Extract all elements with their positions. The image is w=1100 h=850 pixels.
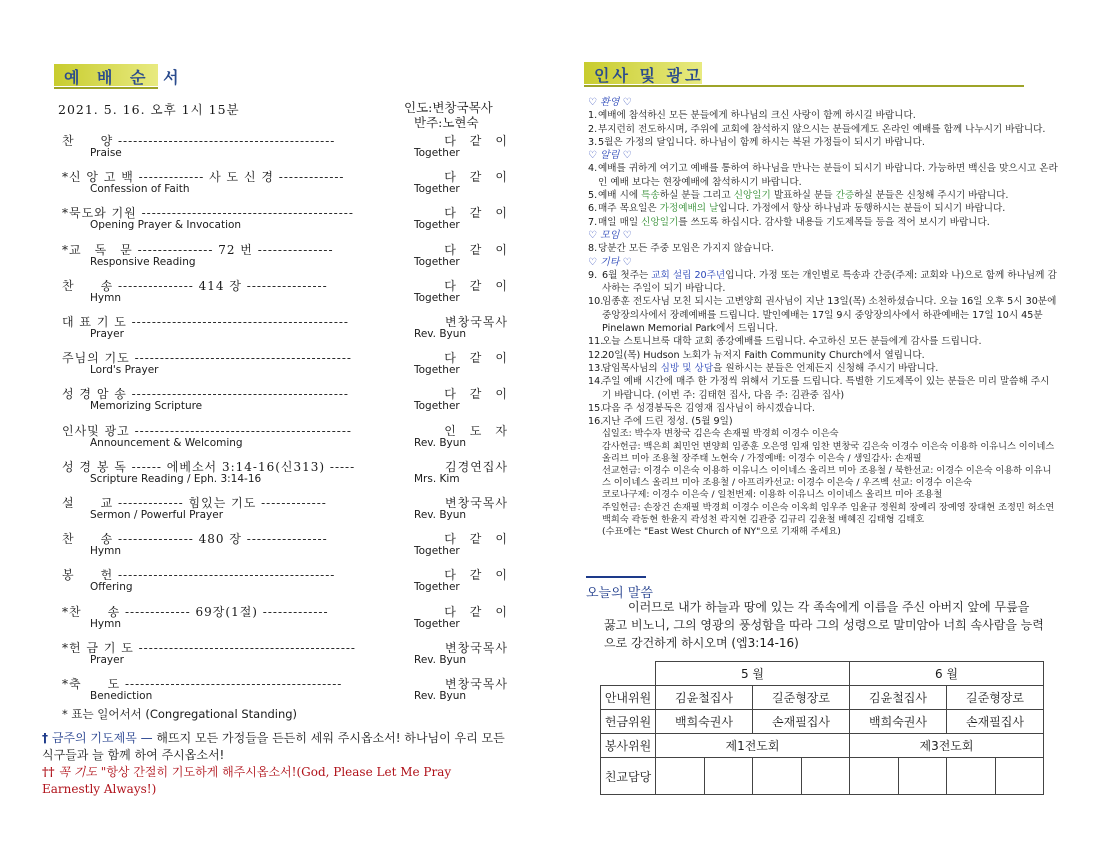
- month-6-header: 6 월: [850, 662, 1044, 686]
- must-pray-label: 꼭 기도: [58, 765, 97, 779]
- worship-item-en-leader: Rev. Byun: [414, 653, 467, 666]
- worship-item-ko: *헌 금 기 도 -------------------------------------------: [62, 640, 356, 655]
- offering-line: 선교헌금: 이경수 이은숙 이용하 이유니스 이이네스 올리브 미아 조용철 / 북한선교: 이경수 이은숙 이용하 이유니스 이이네스 올리브 미아 조용철 / 아프리카선교: 이경수 이은숙 / 우즈벡 선교: 이경수 이은숙: [602, 465, 1052, 489]
- must-pray: [42, 764, 512, 798]
- announcement-14: 14. 주일 예배 시간에 매주 한 가정씩 위해서 기도를 드립니다. 특별한 기도제목이 있는 분들은 미리 말씀해 주시기 바랍니다. (이번 주: 김태현 집사, 다음 주: 김관중 집사): [588, 376, 1050, 401]
- accompanist: 반주:노현숙: [414, 115, 479, 130]
- worship-item-lead: 다 같 이: [444, 351, 508, 366]
- duty-cell: [947, 758, 996, 795]
- standing-note: * 표는 일어서서 (Congregational Standing): [62, 707, 298, 721]
- worship-item: [62, 277, 508, 311]
- offering-line: (수표에는 "East West Church of NY"으로 기재해 주세요): [602, 526, 841, 538]
- duty-cell: [753, 758, 802, 795]
- worship-item-en: Responsive Reading: [90, 255, 196, 268]
- worship-item-lead: 다 같 이: [444, 206, 508, 221]
- worship-item-en-leader: Together: [414, 255, 460, 268]
- worship-item-en: Lord's Prayer: [90, 364, 159, 377]
- worship-item-lead: 다 같 이: [444, 532, 508, 547]
- announcement-16: 16. 지난 주에 드린 정성. (5월 9일): [588, 416, 733, 428]
- worship-item-en-leader: Together: [414, 581, 460, 594]
- worship-item-lead: 변창국목사: [445, 640, 508, 655]
- announcement-10: 10. 임종훈 전도사님 모친 되시는 고변양희 권사님이 지난 13일(목) 소천하셨습니다. 오늘 16일 오후 5시 30분에 중앙장의사에서 장례예배를 드립니다. 발인예배는 17일 9시 중앙장의사에서 하관예배는 17일 10시 45분 Pinelawn Memorial Park에서 드립니다.: [588, 296, 1057, 335]
- worship-item-lead: 변창국목사: [445, 315, 508, 329]
- duty-header-row: [601, 662, 1044, 686]
- worship-item-lead: 다 같 이: [444, 134, 508, 148]
- worship-item-en: Benediction: [90, 690, 153, 702]
- duty-role: 헌금위원: [601, 710, 656, 734]
- double-cross-mark: ††: [42, 765, 55, 779]
- category-meeting: ♡ 모임 ♡: [588, 229, 632, 241]
- worship-order-header: [54, 64, 185, 88]
- worship-item: [62, 603, 508, 637]
- worship-item-ko: 봉 헌 -------------------------------------------: [62, 568, 336, 583]
- duty-cell: 길준형장로: [753, 686, 850, 710]
- worship-item-en-leader: Together: [414, 147, 460, 159]
- worship-item: [62, 458, 508, 492]
- duty-cell: 김윤철집사: [656, 686, 753, 710]
- announcement-3: 3. 5월은 가정의 달입니다. 하나님이 함께 하시는 복된 가정들이 되시기 바랍니다.: [588, 136, 925, 148]
- todays-word-rule: [586, 576, 646, 578]
- must-pray-text: "항상 간절히 기도하게 해주시옵소서!(God, Please Let Me Pray Earnestly Always!): [42, 765, 452, 796]
- worship-item: [62, 132, 508, 166]
- worship-item: [62, 168, 508, 202]
- announcement-8: 8. 당분간 모든 주중 모임은 가지지 않습니다.: [588, 243, 774, 255]
- announcement-11: 11. 오늘 스토니브룩 대학 교회 종강예배를 드립니다. 수고하신 모든 분들에게 감사를 드립니다.: [588, 336, 982, 348]
- offering-line: 감사헌금: 백은희 최민언 변양희 임종훈 오은영 임재 임찬 변창국 김은숙 이경수 이은숙 이용하 이유니스 이이네스 올리브 미아 조용철 장주태 노현숙 / 가정예배: 이경수 이은숙 / 생일감사: 손재필: [602, 440, 1055, 464]
- duty-cell: [704, 758, 753, 795]
- worship-item-lead: 다 같 이: [444, 170, 508, 185]
- announcement-15: 15. 다음 주 성경봉독은 김영재 집사님이 하시겠습니다.: [588, 402, 815, 414]
- duty-cell: 제1전도회: [656, 734, 850, 758]
- worship-item-en-leader: Together: [414, 219, 460, 232]
- duty-role: 봉사위원: [601, 734, 656, 758]
- offering-line: 코로나구제: 이경수 이은숙 / 일천번제: 이용하 이유니스 이이네스 올리브 미아 조용철: [602, 489, 943, 501]
- duty-cell: [850, 758, 899, 795]
- worship-item-ko: *축 도 -------------------------------------------: [62, 677, 343, 691]
- service-date: 2021. 5. 16. 오후 1시 15분: [58, 102, 240, 117]
- duty-role: 안내위원: [601, 686, 656, 710]
- worship-item: [62, 204, 508, 238]
- worship-item-en-leader: Together: [414, 364, 460, 377]
- worship-item-en: Memorizing Scripture: [90, 400, 203, 413]
- announcements-header: [584, 62, 1024, 86]
- worship-item-lead: 다 같 이: [444, 242, 508, 257]
- duty-row: [601, 758, 1044, 795]
- worship-item: [62, 313, 508, 347]
- announcement-9: 9. 6월 첫주는 교회 설립 20주년입니다. 가정 또는 개인별로 특송과 간증(주제: 교회와 나)으로 함께 하나님께 감사하는 주일이 되기 바랍니다.: [588, 269, 1057, 295]
- category-welcome: ♡ 환영 ♡: [588, 97, 632, 108]
- worship-item-en-leader: Together: [414, 400, 460, 413]
- announcement-4: 4. 예배를 귀하게 여기고 예배를 통하여 하나님을 만나는 분들이 되시기 바랍니다. 가능하면 백신을 맞으시고 온라인 예배 보다는 현장예배에 참석하시기 바랍니다.: [588, 163, 1058, 188]
- duty-cell: [995, 758, 1044, 795]
- worship-item-en-leader: Together: [414, 183, 460, 196]
- announcement-6: 6. 매주 목요일은 가정예배의 날입니다. 가정에서 항상 하나님과 동행하시는 분들이 되시기 바랍니다.: [588, 203, 1006, 215]
- worship-item-ko: 성 경 암 송 -------------------------------------------: [62, 387, 349, 402]
- duty-row: [601, 686, 1044, 710]
- worship-item-lead: 변창국목사: [445, 496, 508, 510]
- worship-item-en-leader: Mrs. Kim: [414, 472, 460, 485]
- worship-item-lead: 김경연집사: [445, 459, 508, 474]
- duty-role: 친교담당: [601, 758, 656, 795]
- todays-word-title: 오늘의 말씀: [586, 586, 653, 601]
- worship-item-ko: 설 교 ------------- 힘있는 기도 -------------: [62, 496, 327, 510]
- duty-cell: [656, 758, 705, 795]
- worship-item-ko: 찬 송 --------------- 480 장 ----------------: [62, 532, 328, 547]
- category-etc: ♡ 기타 ♡: [588, 256, 632, 268]
- worship-item-ko: *신 앙 고 백 ------------- 사 도 신 경 -------------: [62, 170, 345, 185]
- worship-item-lead: 다 같 이: [444, 568, 508, 583]
- worship-item-lead: 인 도 자: [444, 423, 508, 438]
- category-notice: ♡ 알림 ♡: [588, 150, 632, 162]
- worship-item-en-leader: Rev. Byun: [414, 328, 467, 340]
- worship-item-ko: *묵도와 기원 ------------------------------------------: [62, 206, 354, 221]
- worship-item-en: Hymn: [90, 617, 121, 630]
- duty-row: [601, 734, 1044, 758]
- duty-cell: [898, 758, 947, 795]
- worship-item-en: Prayer: [90, 653, 124, 666]
- worship-item-en-leader: Rev. Byun: [414, 509, 467, 521]
- worship-item-lead: 다 같 이: [444, 278, 508, 293]
- worship-item-ko: 대 표 기 도 -------------------------------------------: [62, 315, 349, 329]
- cross-mark: †: [42, 731, 48, 745]
- worship-item-en-leader: Together: [414, 545, 460, 558]
- offering-line: 주일헌금: 손장건 손재필 박경희 이경수 이은숙 이옥희 임우주 임윤규 정원희 장예리 장예영 장대현 조정민 허소연 백희숙 곽동현 한윤지 곽성천 곽지현 김관중 김규리 김윤철 배혜진 김태형 김태호: [602, 501, 1055, 525]
- duty-cell: 손재필집사: [753, 710, 850, 734]
- announcement-7: 7. 매일 매일 신앙일기를 쓰도록 하십시다. 감사할 내용들 기도제목들 등을 적어 보시기 바랍니다.: [588, 216, 990, 228]
- month-5-header: 5 월: [656, 662, 850, 686]
- duty-cell: 김윤철집사: [850, 686, 947, 710]
- worship-item-en-leader: Rev. Byun: [414, 690, 467, 702]
- worship-item: [62, 675, 508, 709]
- worship-item-ko: 찬 양 -------------------------------------------: [62, 134, 336, 148]
- duty-cell: 백희숙권사: [656, 710, 753, 734]
- worship-item-en: Confession of Faith: [90, 183, 190, 196]
- worship-item-en: Scripture Reading / Eph. 3:14-16: [90, 472, 262, 485]
- worship-item-en: Offering: [90, 581, 133, 594]
- worship-item-ko: 찬 송 --------------- 414 장 ----------------: [62, 278, 328, 293]
- prayer-topic: [42, 730, 512, 764]
- announcement-13: 13. 담임목사님의 심방 및 상담을 원하시는 분들은 언제든지 신청해 주시기 바랍니다.: [588, 362, 939, 374]
- worship-item: [62, 639, 508, 673]
- worship-item-ko: 인사및 광고 -------------------------------------------: [62, 423, 352, 438]
- worship-item: [62, 241, 508, 275]
- duty-cell: 손재필집사: [947, 710, 1044, 734]
- duty-cell: [801, 758, 850, 795]
- worship-item-en: Announcement & Welcoming: [90, 436, 243, 449]
- worship-order-title: 예 배 순 서: [64, 68, 185, 87]
- worship-item-ko: 성 경 봉 독 ------ 에베소서 3:14-16(신313) -----: [62, 459, 356, 474]
- announcements-list: [588, 96, 1058, 538]
- duty-cell: 제3전도회: [850, 734, 1044, 758]
- duty-cell: 백희숙권사: [850, 710, 947, 734]
- announcement-2: 2. 부지런히 전도하시며, 주위에 교회에 참석하지 않으시는 분들에게도 온라인 예배를 함께 나누시기 바랍니다.: [588, 123, 1046, 135]
- worship-item-en-leader: Together: [414, 291, 460, 304]
- worship-item: [62, 566, 508, 600]
- offering-list: [588, 428, 1058, 538]
- worship-item-en-leader: Together: [414, 617, 460, 630]
- worship-item-lead: 변창국목사: [445, 677, 508, 691]
- duty-row: [601, 710, 1044, 734]
- leader: 인도:변창국목사: [404, 100, 493, 115]
- worship-item-en: Praise: [90, 147, 122, 159]
- worship-item: [62, 385, 508, 419]
- worship-item-en: Hymn: [90, 545, 121, 558]
- offering-line: 십일조: 박수자 변창국 김은숙 손재필 박경희 이경수 이은숙: [602, 428, 839, 440]
- worship-item-en: Prayer: [90, 328, 124, 340]
- announcements-title: 인사 및 광고: [594, 66, 704, 85]
- worship-item-en-leader: Rev. Byun: [414, 436, 467, 449]
- duty-table: [600, 661, 1044, 795]
- worship-item-ko: *교 독 문 --------------- 72 번 ---------------: [62, 242, 334, 257]
- worship-item-en: Sermon / Powerful Prayer: [90, 509, 224, 521]
- prayer-topic-label: 금주의 기도제목 —: [51, 731, 153, 745]
- worship-item-en: Hymn: [90, 291, 121, 304]
- worship-item: [62, 530, 508, 564]
- announcement-5: 5. 예배 시에 특송하실 분들 그리고 신앙일기 발표하실 분들 간증하실 분들은 신청해 주시기 바랍니다.: [588, 190, 1009, 202]
- announcement-12: 12. 20일(목) Hudson 노회가 뉴저지 Faith Community Church에서 열립니다.: [588, 349, 925, 361]
- todays-word-text: 이러므로 내가 하늘과 땅에 있는 각 족속에게 이름을 주신 아버지 앞에 무릎을 꿇고 비노니, 그의 영광의 풍성함을 따라 그의 성령으로 말미암아 너희 속사람을 능력으로 강건하게 하시오며 (엡3:14-16): [604, 600, 1044, 650]
- worship-item: [62, 422, 508, 456]
- duty-cell: 길준형장로: [947, 686, 1044, 710]
- worship-item: [62, 494, 508, 528]
- announcement-1: 1. 예배에 참석하신 모든 분들에게 하나님의 크신 사랑이 함께 하시길 바랍니다.: [588, 110, 916, 122]
- worship-item-ko: 주님의 기도 -------------------------------------------: [62, 351, 352, 366]
- worship-item-lead: 다 같 이: [444, 604, 508, 619]
- prayer-topic-text: 해뜨지 모든 가정들을 든든히 세워 주시옵소서! 하나님이 우리 모든 식구들과 늘 함께 하여 주시옵소서!: [42, 731, 505, 762]
- worship-item-lead: 다 같 이: [444, 387, 508, 402]
- worship-item: [62, 349, 508, 383]
- worship-item-en: Opening Prayer & Invocation: [90, 219, 242, 232]
- worship-item-ko: *찬 송 ------------- 69장(1절) -------------: [62, 604, 329, 619]
- service-leaders: [404, 100, 493, 130]
